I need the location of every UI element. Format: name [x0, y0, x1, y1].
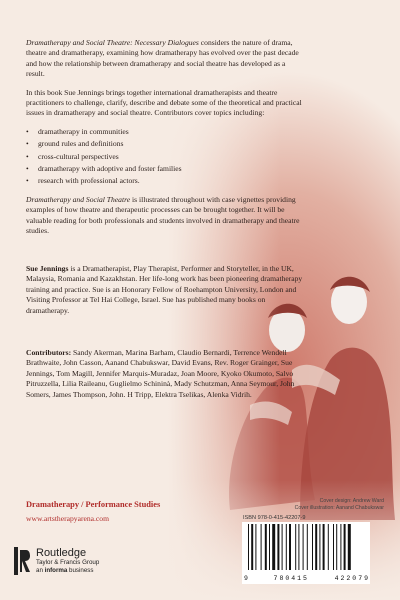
barcode-bar — [289, 524, 291, 570]
barcode-bar — [340, 524, 341, 570]
barcode-bar — [261, 524, 262, 570]
barcode-bar — [344, 524, 346, 570]
publisher-group: Taylor & Francis Group — [36, 559, 100, 566]
list-item: • dramatherapy in communities — [26, 127, 306, 137]
author-name: Sue Jennings — [26, 264, 69, 273]
barcode-bar — [323, 524, 325, 570]
back-cover-description — [26, 38, 306, 245]
list-item: • dramatherapy with adoptive and foster families — [26, 164, 306, 174]
barcode-bar — [307, 524, 308, 570]
barcode-bar — [255, 524, 256, 570]
barcode-bar — [272, 524, 275, 570]
barcode-bar — [303, 524, 304, 570]
barcode-bar — [295, 524, 296, 570]
list-item: • cross-cultural perspectives — [26, 152, 306, 162]
cover-design-credit: Cover design: Andrew Ward — [319, 498, 384, 504]
barcode-bar — [282, 524, 283, 570]
intro-paragraph: Dramatherapy and Social Theatre: Necessary Dialogues considers the nature of drama, theatre and dramatherapy, examining how dramatherapy has evolved over the past decade and how the relationship between dramatherapy and social theatre has developed as a result. — [26, 38, 299, 79]
barcode-bar — [312, 524, 313, 570]
topics-list — [26, 127, 306, 187]
cover-credits — [295, 498, 384, 512]
barcode-bar — [298, 524, 299, 570]
cover-illustration-credit: Cover illustration: Aanand Chabukswar — [294, 505, 384, 511]
website-link[interactable]: www.artstherapyarena.com — [26, 514, 110, 523]
barcode-bar — [319, 524, 320, 570]
series-category: Dramatherapy / Performance Studies — [26, 500, 161, 509]
contributors-label: Contributors: — [26, 348, 72, 357]
barcode-bar — [269, 524, 270, 570]
barcode-bar — [251, 524, 253, 570]
isbn: ISBN 978-0-415-42207-9 — [243, 515, 306, 521]
barcode-bar — [248, 524, 249, 570]
barcode-bar — [315, 524, 317, 570]
list-item: • research with professional actors. — [26, 176, 306, 186]
barcode-bar — [336, 524, 337, 570]
illustration-paragraph: Dramatherapy and Social Theatre is illustrated throughout with case vignettes providing examples of how theatre and therapeutic processes can be brought together. It will be valuable reading for both professionals and students involved in dramatherapy and theatre studies. — [26, 194, 300, 236]
barcode-bars — [242, 522, 370, 574]
contributors-intro-paragraph: In this book Sue Jennings brings together international dramatherapists and theatre practitioners to challenge, clarify, describe and debate some of the theoretical and practical issues in dramatherapy and social theatre. Contributors cover topics including: — [26, 87, 302, 118]
contributors-list: Sandy Akerman, Marina Barham, Claudio Bernardi, Terrence Wendell Brathwaite, John Casson, Aanand Chabukswar, David Evans, Rev. Roger Grainger, Sue Jennings, Tom Magill, Jennifer Marquis-Muradaz, Joan Moore, Kyoko Okumoto, Salvo Pitruzzella, Lilia Raileanu, Guglielmo Schininà, Mady Schutzman, Anna Seymour, John Somers, James Thompson, John. H Tripp, Elektra Tselikas, Alenka Vidrih. — [26, 348, 295, 399]
barcode-bar — [348, 524, 351, 570]
barcode-bar — [277, 524, 279, 570]
barcode-bar — [265, 524, 267, 570]
routledge-logo-icon — [14, 547, 30, 575]
barcode-digits: 9 780415 422079 — [244, 575, 370, 582]
contributors-block — [26, 348, 308, 408]
publisher-business: an informa business — [36, 567, 94, 574]
barcode-bar — [286, 524, 287, 570]
list-item: • ground rules and definitions — [26, 139, 306, 149]
book-title-italic: Dramatherapy and Social Theatre: Necessary Dialogues — [26, 38, 199, 47]
barcode-bar — [328, 524, 329, 570]
publisher-logo — [14, 547, 99, 575]
author-bio: Sue Jennings is a Dramatherapist, Play Therapist, Performer and Storyteller, in the UK, Malaysia, Romania and Kazakhstan. Her life-long work has been pioneering dramatherapy training and practice. Sue is an Honorary Fellow of Roehampton University, London and Visiting Professor at Tel Hai College, Israel. Sue has published many books on dramatherapy. — [26, 264, 303, 315]
barcode-bar — [333, 524, 334, 570]
publisher-name: Routledge — [36, 547, 87, 559]
